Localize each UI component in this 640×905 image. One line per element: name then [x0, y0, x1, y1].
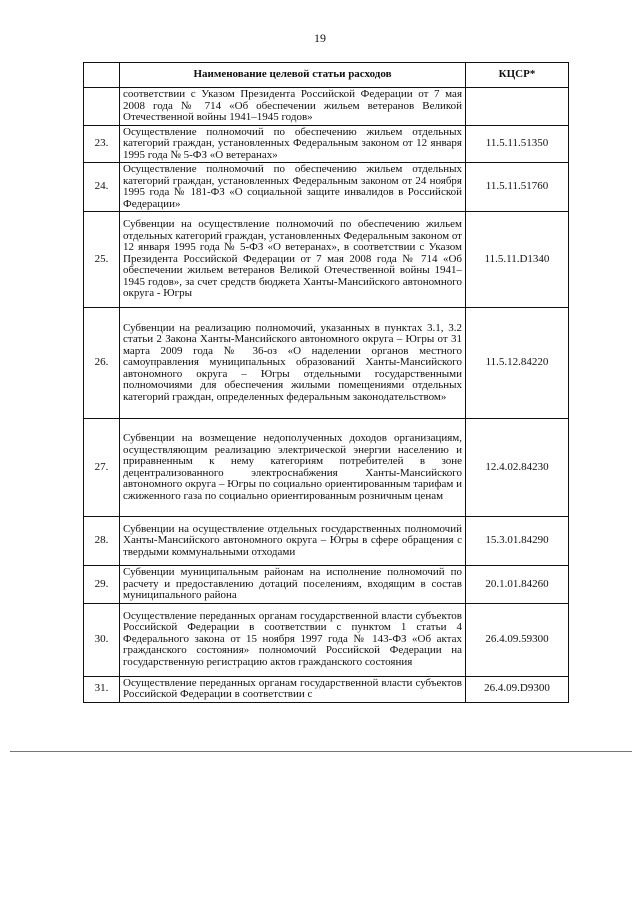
budget-items-table	[83, 62, 569, 703]
row-number: 31.	[84, 676, 120, 702]
table-row	[84, 603, 569, 676]
row-name: соответствии с Указом Президента Российской Федерации от 7 мая 2008 года № 714 «Об обеспечении жильем ветеранов Великой Отечественной войны 1941–1945 годов»	[120, 88, 466, 126]
row-code: 11.5.11.51760	[466, 163, 569, 212]
row-number: 28.	[84, 517, 120, 566]
row-number: 24.	[84, 163, 120, 212]
table-row	[84, 517, 569, 566]
row-name: Субвенции на осуществление полномочий по обеспечению жильем отдельных категорий граждан, установленных Федеральным законом от 12 января 1995 года № 5-ФЗ «О ветеранах», в соответствии с Указом Президента Российской Федерации от 7 мая 2008 года № 714 «Об обеспечении жильем ветеранов Великой Отечественной войны 1941–1945 годов», за счет средств бюджета Ханты-Мансийского автономного округа - Югры	[120, 212, 466, 308]
row-code: 20.1.01.84260	[466, 566, 569, 604]
row-code: 11.5.11.D1340	[466, 212, 569, 308]
table-header-row	[84, 63, 569, 88]
row-number: 23.	[84, 125, 120, 163]
table-row	[84, 566, 569, 604]
row-code: 11.5.12.84220	[466, 308, 569, 419]
row-number: 26.	[84, 308, 120, 419]
row-code: 15.3.01.84290	[466, 517, 569, 566]
row-name: Осуществление полномочий по обеспечению жильем отдельных категорий граждан, установленных Федеральным законом от 12 января 1995 года № 5-ФЗ «О ветеранах»	[120, 125, 466, 163]
row-name: Субвенции на осуществление отдельных государственных полномочий Ханты-Мансийского автономного округа – Югры в сфере обращения с твердыми коммунальными отходами	[120, 517, 466, 566]
row-name: Субвенции на реализацию полномочий, указанных в пунктах 3.1, 3.2 статьи 2 Закона Ханты-Мансийского автономного округа – Югры от 31 марта 2009 года № 36-оз «О наделении органов местного самоуправления муниципальных образований Ханты-Мансийского автономного округа – Югры отдельными государственными полномочиями для обеспечения жилыми помещениями отдельных категорий граждан, определенных федеральным законодательством»	[120, 308, 466, 419]
header-code: КЦСР*	[466, 63, 569, 88]
row-number	[84, 88, 120, 126]
table-row	[84, 212, 569, 308]
row-name: Субвенции на возмещение недополученных доходов организациям, осуществляющим реализацию электрической энергии населению и приравненным к нему категориям потребителей в зоне децентрализованного электроснабжения Ханты-Мансийского автономного округа – Югры по социально ориентированным тарифам и сжиженного газа по социально ориентированным розничным ценам	[120, 419, 466, 517]
row-name: Осуществление переданных органам государственной власти субъектов Российской Федерации в соответствии с	[120, 676, 466, 702]
header-name: Наименование целевой статьи расходов	[120, 63, 466, 88]
table-row	[84, 163, 569, 212]
row-number: 25.	[84, 212, 120, 308]
table-row	[84, 676, 569, 702]
row-code: 11.5.11.51350	[466, 125, 569, 163]
footer-divider	[10, 751, 632, 752]
table-row	[84, 88, 569, 126]
row-name: Осуществление полномочий по обеспечению жильем отдельных категорий граждан, установленных Федеральным законом от 24 ноября 1995 года № 181-ФЗ «О социальной защите инвалидов в Российской Федерации»	[120, 163, 466, 212]
table-row	[84, 419, 569, 517]
row-code: 12.4.02.84230	[466, 419, 569, 517]
row-number: 27.	[84, 419, 120, 517]
row-code: 26.4.09.59300	[466, 603, 569, 676]
row-number: 30.	[84, 603, 120, 676]
row-code	[466, 88, 569, 126]
table-row	[84, 125, 569, 163]
row-name: Осуществление переданных органам государственной власти субъектов Российской Федерации в соответствии с пунктом 1 статьи 4 Федерального закона от 15 ноября 1997 года № 143-ФЗ «Об актах гражданского состояния» полномочий Российской Федерации на государственную регистрацию актов гражданского состояния	[120, 603, 466, 676]
page-number: 19	[314, 31, 326, 45]
row-number: 29.	[84, 566, 120, 604]
header-number	[84, 63, 120, 88]
row-code: 26.4.09.D9300	[466, 676, 569, 702]
row-name: Субвенции муниципальным районам на исполнение полномочий по расчету и предоставлению дотаций поселениям, входящим в состав муниципального района	[120, 566, 466, 604]
table-row	[84, 308, 569, 419]
